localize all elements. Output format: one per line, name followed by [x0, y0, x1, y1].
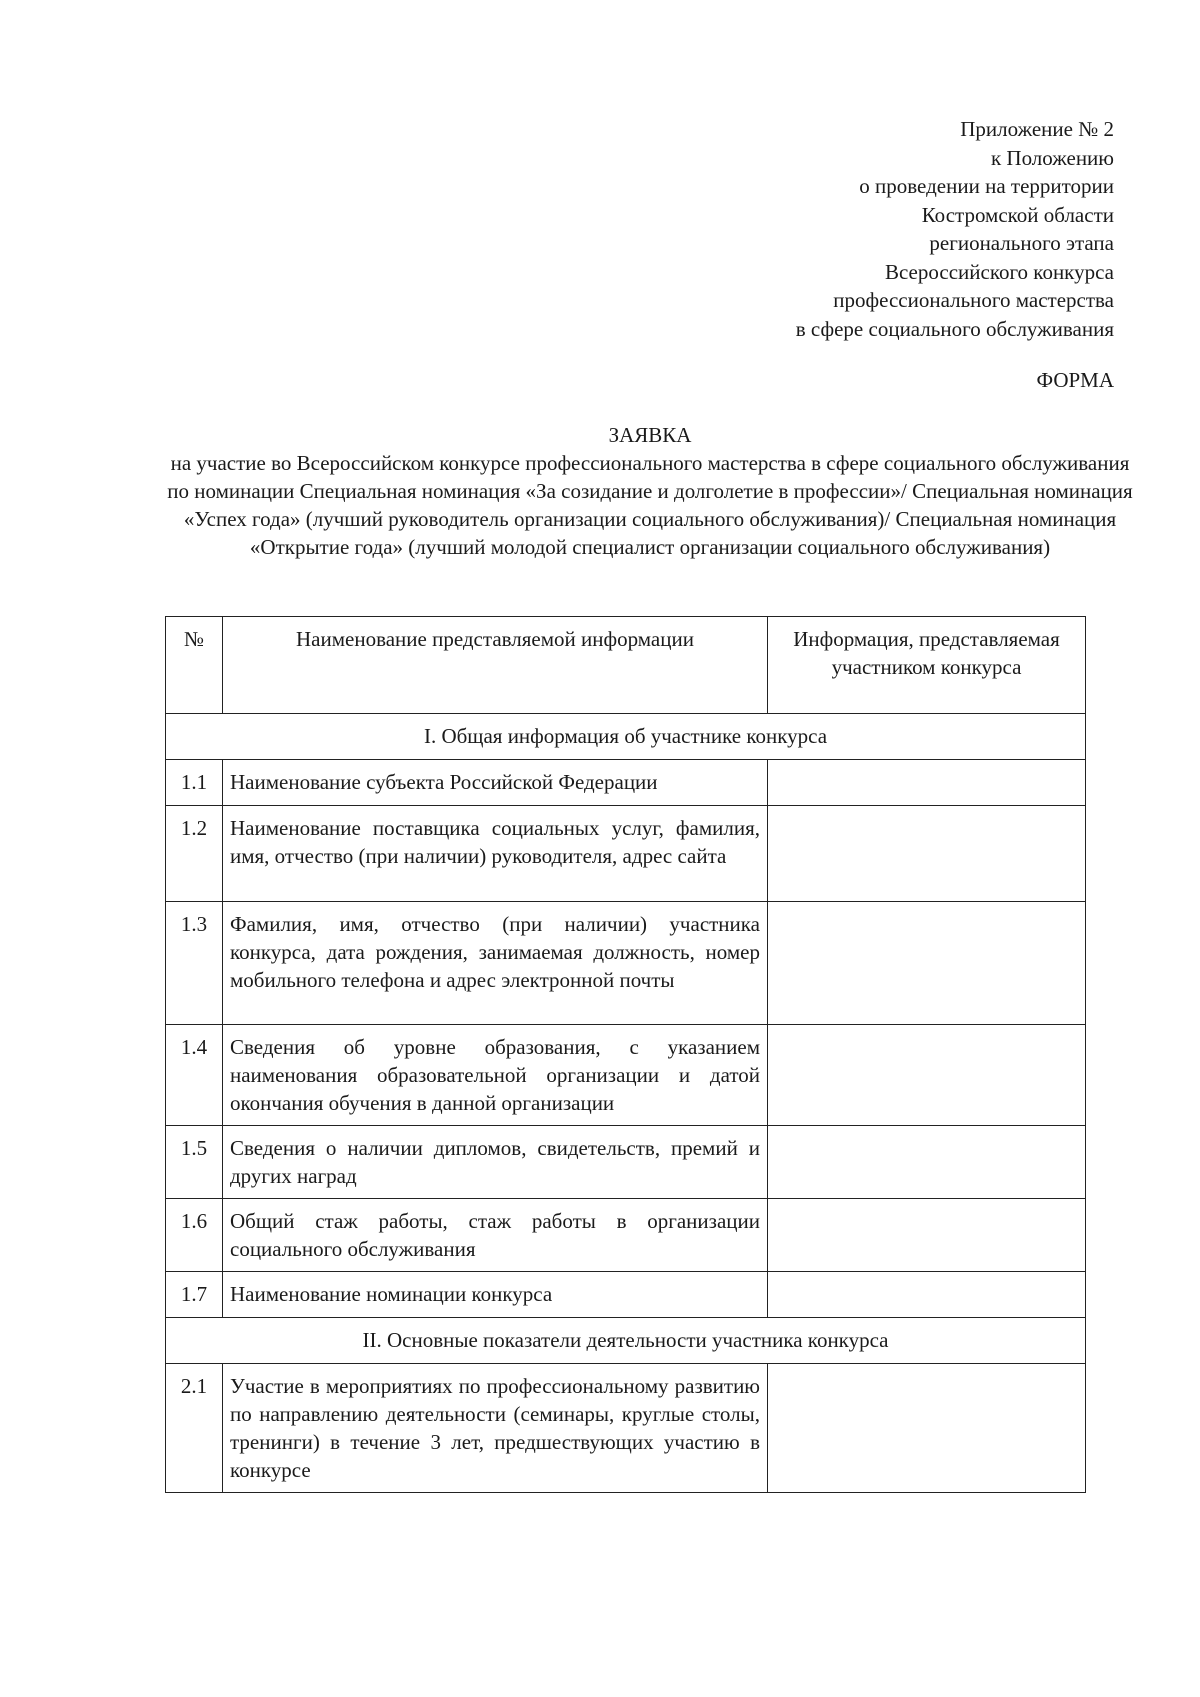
appendix-line: в сфере социального обслуживания [795, 316, 1114, 341]
row-value-cell[interactable] [768, 902, 1086, 1025]
appendix-line: регионального этапа [929, 231, 1114, 255]
application-title: ЗАЯВКА [608, 423, 692, 447]
row-description: Сведения о наличии дипломов, свидетельств, премий и других наград [223, 1126, 768, 1199]
table-row [166, 902, 1086, 1025]
table-row [166, 1364, 1086, 1493]
row-value-cell[interactable] [768, 1272, 1086, 1318]
application-title-block [160, 421, 1140, 561]
header-num: № [166, 617, 223, 714]
row-description: Наименование субъекта Российской Федерации [223, 760, 768, 806]
row-description: Наименование поставщика социальных услуг, фамилия, имя, отчество (при наличии) руководителя, адрес сайта [223, 806, 768, 902]
row-value-cell[interactable] [768, 760, 1086, 806]
appendix-line: Всероссийского конкурса [884, 259, 1114, 284]
row-description: Участие в мероприятиях по профессиональному развитию по направлению деятельности (семинары, круглые столы, тренинги) в течение 3 лет, предшествующих участию в конкурсе [223, 1364, 768, 1493]
table-row [166, 1126, 1086, 1199]
appendix-line: к Положению [990, 145, 1114, 170]
row-value-cell[interactable] [768, 1126, 1086, 1199]
table-header-row [166, 617, 1086, 714]
row-value-cell[interactable] [768, 1364, 1086, 1493]
row-value-cell[interactable] [768, 1025, 1086, 1126]
table-row [166, 1025, 1086, 1126]
row-number: 1.2 [166, 806, 223, 902]
section-row [166, 714, 1086, 760]
header-info: Информация, представляемая участником конкурса [768, 617, 1086, 714]
section-row [166, 1318, 1086, 1364]
row-value-cell[interactable] [768, 806, 1086, 902]
row-number: 1.6 [166, 1199, 223, 1272]
appendix-line: о проведении на территории [859, 174, 1114, 198]
row-number: 2.1 [166, 1364, 223, 1493]
header-name: Наименование представляемой информации [223, 617, 768, 714]
section-title: I. Общая информация об участнике конкурса [166, 714, 1086, 760]
row-number: 1.5 [166, 1126, 223, 1199]
appendix-line: Приложение № 2 [960, 117, 1114, 141]
application-subtitle: на участие во Всероссийском конкурсе профессионального мастерства в сфере социального обслуживания по номинации Специальная номинация «За созидание и долголетие в профессии»/ Специальная номинация «Успех года» (лучший руководитель организации социального обслуживания)/ Специальная номинация «Открытие года» (лучший молодой специалист организации социального обслуживания) [167, 451, 1133, 559]
appendix-line: Костромской области [921, 202, 1114, 227]
row-value-cell[interactable] [768, 1199, 1086, 1272]
row-number: 1.3 [166, 902, 223, 1025]
row-description: Фамилия, имя, отчество (при наличии) участника конкурса, дата рождения, занимаемая должность, номер мобильного телефона и адрес электронной почты [223, 902, 768, 1025]
row-number: 1.1 [166, 760, 223, 806]
row-description: Наименование номинации конкурса [223, 1272, 768, 1318]
table-row [166, 1199, 1086, 1272]
appendix-line: профессионального мастерства [833, 288, 1114, 312]
row-description: Сведения об уровне образования, с указанием наименования образовательной организации и датой окончания обучения в данной организации [223, 1025, 768, 1126]
appendix-header [796, 115, 1114, 343]
row-number: 1.4 [166, 1025, 223, 1126]
form-label: ФОРМА [1036, 368, 1114, 392]
table-row [166, 760, 1086, 806]
section-title: II. Основные показатели деятельности участника конкурса [166, 1318, 1086, 1364]
row-number: 1.7 [166, 1272, 223, 1318]
application-table [165, 616, 1086, 1493]
row-description: Общий стаж работы, стаж работы в организации социального обслуживания [223, 1199, 768, 1272]
table-row [166, 806, 1086, 902]
table-row [166, 1272, 1086, 1318]
